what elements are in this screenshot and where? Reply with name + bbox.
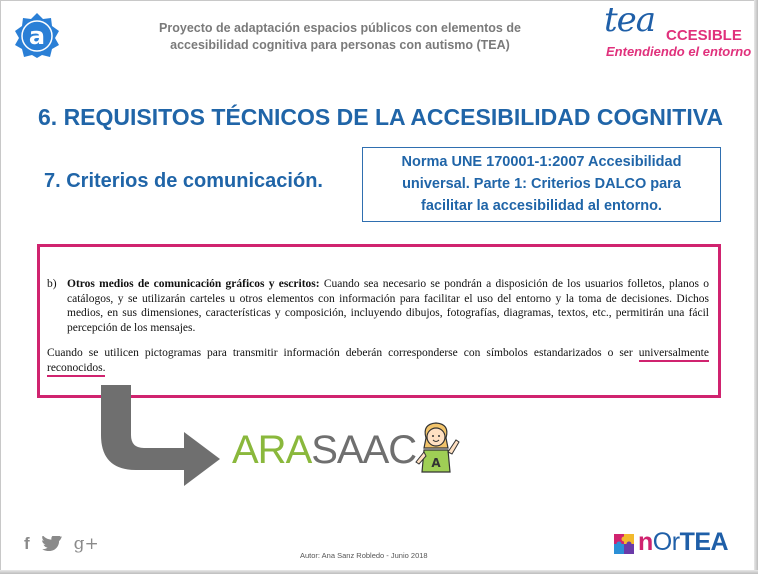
excerpt-paragraph-pictograms	[47, 346, 709, 375]
excerpt-underlined-phrase: universalmente reconocidos.	[47, 347, 709, 377]
header-title-line2: accesibilidad cognitiva para personas con autismo (TEA)	[170, 38, 510, 52]
nortea-wordmark	[638, 528, 728, 557]
twitter-icon[interactable]	[42, 536, 62, 552]
excerpt-body-b: Cuando sea necesario se pondrán a disposición de los usuarios folletos, planos o catálogos, y se utilizarán carteles u otros elementos con información para facilitar el uso del entorno y la toma de decisiones. Dichos medios, en sus dimensiones, características y composición, incluyendo dibujos, fotografías, diagramas, textos, etc., permitirán una fácil percepción de los mensajes.	[67, 278, 709, 334]
arasaac-logo	[232, 428, 416, 473]
arasaac-saac: SAAC	[311, 428, 417, 472]
section-subtitle: 7. Criterios de comunicación.	[44, 170, 323, 192]
accessibility-a-logo	[14, 12, 60, 58]
excerpt-paragraph-b-text	[67, 277, 709, 335]
arrow-down-right-icon	[96, 380, 226, 490]
tea-logo-ccesible: CCESIBLE	[666, 27, 742, 44]
nortea-or: Or	[652, 528, 680, 556]
norma-line2: universal. Parte 1: Criterios DALCO para	[402, 176, 681, 192]
google-plus-icon[interactable]: g+	[73, 534, 99, 554]
slide-shadow-right	[754, 0, 758, 574]
arasaac-ara: ARA	[232, 428, 312, 472]
slide-shadow-bottom	[0, 570, 758, 574]
social-links	[24, 534, 99, 554]
page-title: 6. REQUISITOS TÉCNICOS DE LA ACCESIBILIDAD COGNITIVA	[38, 104, 723, 130]
author-credit: Autor: Ana Sanz Robledo - Junio 2018	[300, 551, 428, 560]
excerpt-pictograms-text: Cuando se utilicen pictogramas para transmitir información deberán corresponderse con símbolos estandarizados o ser	[47, 347, 639, 359]
norma-excerpt-text	[47, 277, 709, 375]
excerpt-label-b: b)	[47, 278, 57, 290]
facebook-icon[interactable]: f	[24, 534, 30, 553]
excerpt-paragraph-b	[47, 277, 709, 335]
norma-excerpt-box	[37, 244, 721, 398]
norma-line1: Norma UNE 170001-1:2007 Accesibilidad	[401, 154, 682, 170]
excerpt-bold-lead: Otros medios de comunicación gráficos y escritos:	[67, 278, 320, 290]
norma-line3: facilitar la accesibilidad al entorno.	[421, 198, 662, 214]
nortea-logo	[612, 530, 742, 560]
tea-logo-word: tea	[604, 0, 656, 40]
puzzle-pieces-icon	[612, 530, 640, 558]
svg-text:a: a	[28, 22, 46, 50]
norma-reference-box	[362, 147, 721, 222]
header-title-line1: Proyecto de adaptación espacios públicos con elementos de	[159, 21, 521, 35]
header-title	[140, 20, 540, 54]
svg-text:A: A	[431, 456, 441, 470]
teaccesible-logo	[604, 0, 754, 62]
nortea-n: n	[638, 528, 653, 556]
nortea-tea: TEA	[679, 528, 729, 556]
tea-logo-subtitle: Entendiendo el entorno	[606, 44, 752, 59]
arasaac-pictogram-figure-icon	[408, 418, 464, 474]
